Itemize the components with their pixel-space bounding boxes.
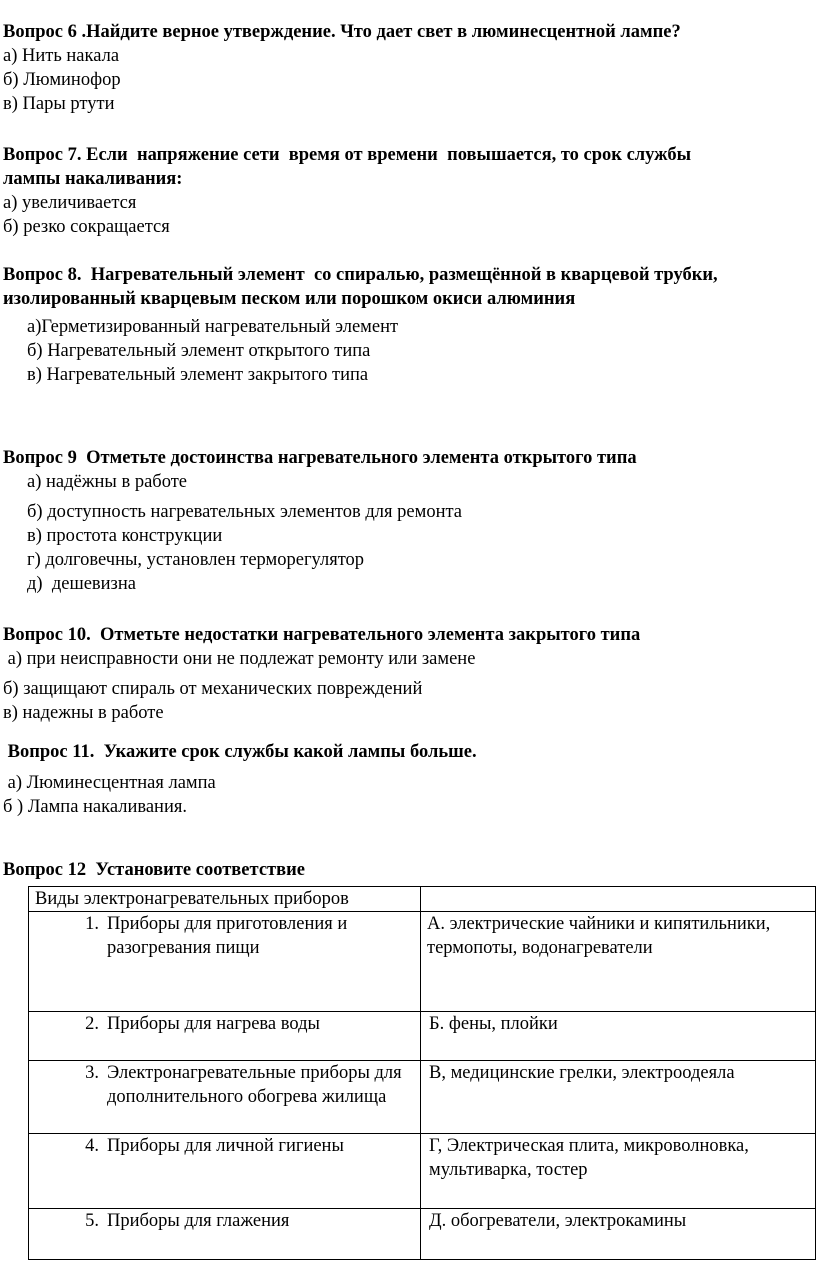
table-row bbox=[29, 1209, 816, 1260]
question-11-options bbox=[3, 771, 815, 819]
device-examples: Г, Электрическая плита, микроволновка, мультиварка, тостер bbox=[421, 1134, 816, 1209]
question-9-option-a: а) надёжны в работе bbox=[27, 472, 188, 492]
question-8-title-line1: Вопрос 8. Нагревательный элемент со спиралью, размещённой в кварцевой трубки, bbox=[3, 265, 718, 285]
device-category: Приборы для личной гигиены bbox=[107, 1136, 344, 1156]
question-8-options bbox=[3, 315, 815, 387]
question-11-option-a: а) Люминесцентная лампа bbox=[3, 773, 216, 793]
question-9-title: Вопрос 9 Отметьте достоинства нагревательного элемента открытого типа bbox=[3, 448, 637, 468]
row-number: 5. bbox=[85, 1211, 99, 1231]
question-10-title: Вопрос 10. Отметьте недостатки нагревательного элемента закрытого типа bbox=[3, 625, 641, 645]
question-10 bbox=[3, 623, 815, 725]
row-number: 2. bbox=[85, 1014, 99, 1034]
device-category: Приборы для приготовления и разогревания пищи bbox=[107, 914, 348, 958]
question-8-option-b: б) Нагревательный элемент открытого типа bbox=[27, 341, 371, 361]
question-10-option-c: в) надежны в работе bbox=[3, 703, 164, 723]
question-12-title: Вопрос 12 Установите соответствие bbox=[3, 860, 305, 880]
table-cell-left bbox=[29, 1209, 421, 1260]
row-number: 3. bbox=[85, 1063, 99, 1083]
question-6-option-c: в) Пары ртути bbox=[3, 94, 115, 114]
table-header-row bbox=[29, 887, 816, 912]
question-9-option-c: в) простота конструкции bbox=[27, 526, 223, 546]
question-9-option-b: б) доступность нагревательных элементов для ремонта bbox=[27, 502, 462, 522]
table-cell-left bbox=[29, 1061, 421, 1134]
device-category: Электронагревательные приборы для дополнительного обогрева жилища bbox=[107, 1063, 402, 1107]
question-7-option-b: б) резко сокращается bbox=[3, 217, 170, 237]
table-cell-left bbox=[29, 912, 421, 1012]
row-number: 1. bbox=[85, 914, 99, 934]
device-examples: Д. обогреватели, электрокамины bbox=[421, 1209, 816, 1260]
row-number: 4. bbox=[85, 1136, 99, 1156]
question-11-title: Вопрос 11. Укажите срок службы какой лампы больше. bbox=[3, 742, 477, 762]
question-7-title-line2: лампы накаливания: bbox=[3, 169, 183, 189]
question-6-option-a: а) Нить накала bbox=[3, 46, 120, 66]
question-8 bbox=[3, 263, 815, 387]
question-7 bbox=[3, 143, 815, 239]
device-category: Приборы для нагрева воды bbox=[107, 1014, 320, 1034]
question-9-option-e: д) дешевизна bbox=[27, 574, 136, 594]
table-row bbox=[29, 1061, 816, 1134]
matching-table bbox=[28, 886, 816, 1260]
question-6 bbox=[3, 20, 815, 116]
table-header-right bbox=[421, 887, 816, 912]
question-9 bbox=[3, 446, 815, 596]
device-examples: Б. фены, плойки bbox=[421, 1012, 816, 1061]
question-9-option-d: г) долговечны, установлен терморегулятор bbox=[27, 550, 365, 570]
device-examples: А. электрические чайники и кипятильники, термопоты, водонагреватели bbox=[421, 912, 816, 1012]
question-12 bbox=[3, 858, 815, 882]
table-row bbox=[29, 912, 816, 1012]
table-cell-left bbox=[29, 1134, 421, 1209]
question-6-option-b: б) Люминофор bbox=[3, 70, 121, 90]
device-category: Приборы для глажения bbox=[107, 1211, 290, 1231]
table-header-left: Виды электронагревательных приборов bbox=[29, 887, 421, 912]
question-8-option-a: а)Герметизированный нагревательный элемент bbox=[27, 317, 399, 337]
question-8-option-c: в) Нагревательный элемент закрытого типа bbox=[27, 365, 369, 385]
question-10-option-a: а) при неисправности они не подлежат ремонту или замене bbox=[3, 649, 476, 669]
question-11 bbox=[3, 740, 815, 819]
question-8-title-line2: изолированный кварцевым песком или порошком окиси алюминия bbox=[3, 289, 576, 309]
question-11-option-b: б ) Лампа накаливания. bbox=[3, 797, 187, 817]
question-10-option-b: б) защищают спираль от механических повреждений bbox=[3, 679, 423, 699]
device-examples: В, медицинские грелки, электроодеяла bbox=[421, 1061, 816, 1134]
question-6-title: Вопрос 6 .Найдите верное утверждение. Что дает свет в люминесцентной лампе? bbox=[3, 22, 681, 42]
question-7-title-line1: Вопрос 7. Если напряжение сети время от времени повышается, то срок службы bbox=[3, 145, 692, 165]
table-row bbox=[29, 1134, 816, 1209]
question-7-option-a: а) увеличивается bbox=[3, 193, 137, 213]
table-cell-left bbox=[29, 1012, 421, 1061]
table-row bbox=[29, 1012, 816, 1061]
